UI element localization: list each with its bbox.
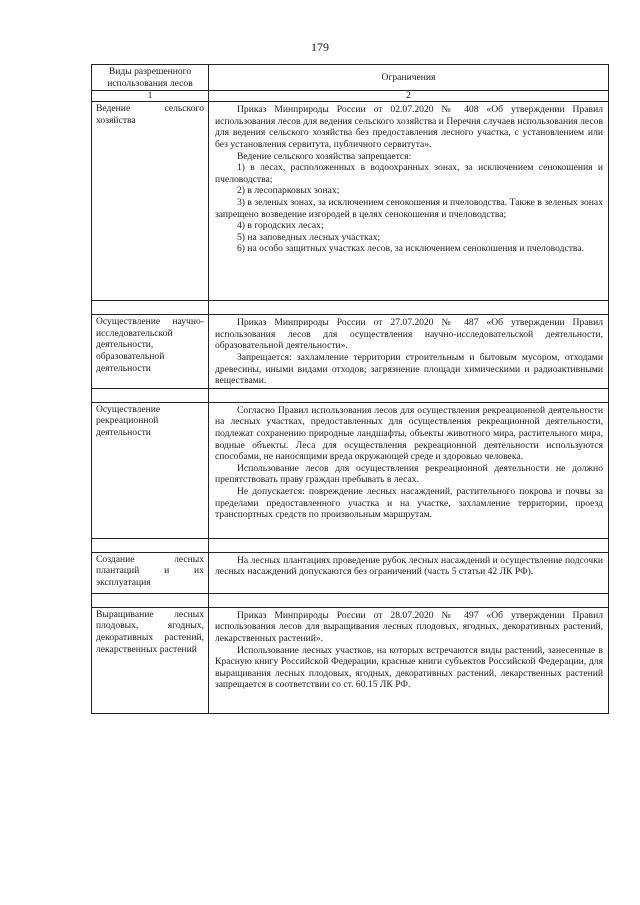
restriction-cell: [209, 315, 609, 389]
table-row: [92, 402, 609, 538]
usage-type-cell: Осуществление научно-исследовательской деятельности, образовательной деятельности: [92, 315, 209, 389]
row-spacer: [92, 388, 609, 402]
row-spacer: [92, 301, 609, 315]
restriction-paragraph: Ведение сельского хозяйства запрещается:: [237, 150, 412, 162]
usage-type-cell: Создание лесных плантаций и их эксплуатация: [92, 552, 209, 593]
restriction-paragraph: 4) в городских лесах;: [237, 220, 324, 232]
restriction-cell: [209, 552, 609, 593]
restriction-paragraph: 2) в лесопарковых зонах;: [237, 185, 340, 197]
row-spacer: [92, 538, 609, 552]
page-number: 179: [311, 40, 329, 54]
restriction-paragraph: 3) в зеленых зонах, за исключением сенокошения и пчеловодства. Также в зеленых зонах запрещено возведение изгородей в целях сенокошения и пчеловодства;: [215, 196, 603, 220]
usage-type-cell: Осуществление рекреационной деятельности: [92, 402, 209, 538]
restriction-paragraph: 1) в лесах, расположенных в водоохранных зонах, за исключением сенокошения и пчеловодства;: [215, 162, 603, 185]
row-spacer: [92, 593, 609, 607]
restriction-paragraph: Приказ Минприроды России от 28.07.2020 № 497 «Об утверждении Правил использования лесов для выращивания лесных плодовых, ягодных, декоративных растений, лекарственных растений».: [215, 609, 603, 644]
column-header-usage-types: Виды разрешенного использования лесов: [92, 65, 209, 91]
usage-type-cell: Ведение сельского хозяйства: [92, 102, 209, 301]
restriction-paragraph: Согласно Правил использования лесов для осуществления рекреационной деятельности на лесных участках, предоставленных для осуществления рекреационной деятельности, подлежат сохранению природные ландшафты, объекты животного мира, растительного мира, водные объекты. Леса для осуществления рекреационной деятельности используются способами, не наносящими вреда окружающей среде и здоровью человека.: [215, 404, 603, 463]
restrictions-table: [91, 64, 609, 714]
restriction-paragraph: 5) на заповедных лесных участках;: [237, 231, 381, 243]
restriction-cell: [209, 402, 609, 538]
table-row: [92, 552, 609, 593]
table-header-row: [92, 65, 609, 91]
restriction-paragraph: На лесных плантациях проведение рубок лесных насаждений и осуществление подсочки лесных насаждений допускаются без ограничений (часть 5 статьи 42 ЛК РФ).: [215, 554, 603, 578]
table-row: [92, 315, 609, 389]
column-number-row: [92, 91, 609, 102]
column-number-2: 2: [209, 91, 609, 102]
column-header-restrictions: Ограничения: [209, 65, 609, 91]
restriction-cell: [209, 102, 609, 301]
restriction-paragraph: Не допускается: повреждение лесных насаждений, растительного покрова и почвы за пределами предоставленного участка и на участке, захламление территории, проезд транспортных средств по произвольным маршрутам.: [215, 485, 603, 521]
restriction-paragraph: Приказ Минприроды России от 02.07.2020 № 408 «Об утверждении Правил использования лесов для ведения сельского хозяйства и Перечня случаев использования лесов для ведения сельского хозяйства без предоставления лесного участка, с установлением или без установления сервитута, публичного сервитута».: [215, 104, 603, 150]
column-number-1: 1: [92, 91, 209, 102]
table-row: [92, 102, 609, 301]
restriction-paragraph: 6) на особо защитных участках лесов, за исключением сенокошения и пчеловодства.: [237, 243, 584, 255]
restriction-paragraph: Приказ Минприроды России от 27.07.2020 № 487 «Об утверждении Правил использования лесов для осуществления научно-исследовательской деятельности, образовательной деятельности».: [215, 317, 603, 352]
restriction-paragraph: Запрещается: захламление территории строительным и бытовым мусором, отходами древесины, иными видами отходов; загрязнение площади химическими и радиоактивными веществами.: [215, 351, 603, 387]
usage-type-cell: Выращивание лесных плодовых, ягодных, декоративных растений, лекарственных растений: [92, 607, 209, 713]
restriction-paragraph: Использование лесов для осуществления рекреационной деятельности не должно препятствовать праву граждан пребывать в лесах.: [215, 462, 603, 486]
table-row: [92, 607, 609, 713]
restriction-cell: [209, 607, 609, 713]
restriction-paragraph: Использование лесных участков, на которых встречаются виды растений, занесенные в Красную книгу Российской Федерации, красные книги субъектов Российской Федерации, для выращивания лесных плодовых, ягодных, декоративных растений, лекарственных растений запрещается в соответствии со ст. 60.15 ЛК РФ.: [215, 644, 603, 691]
